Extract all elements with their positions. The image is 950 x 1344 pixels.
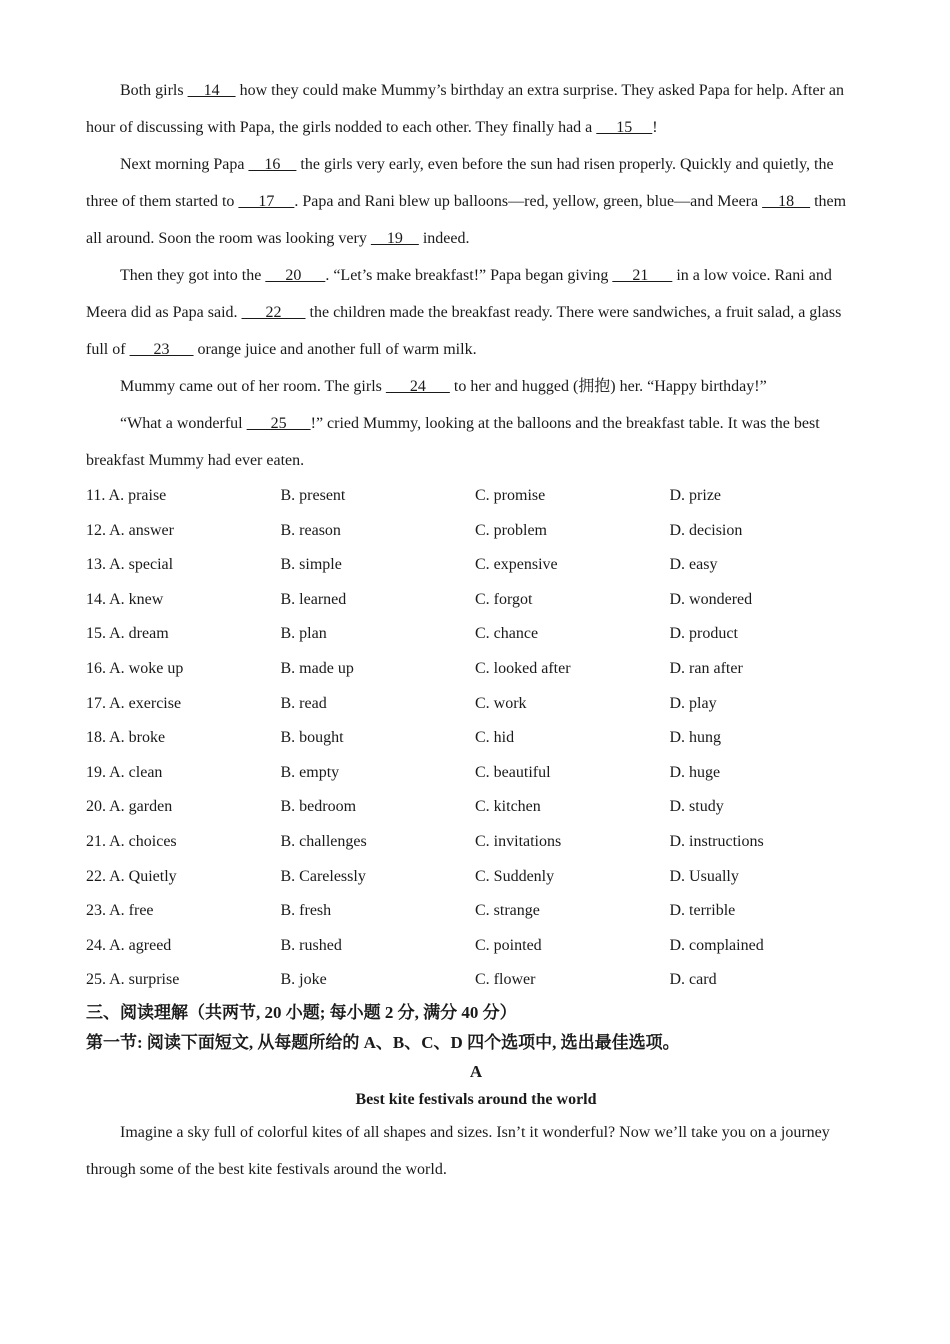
answer-options — [86, 479, 866, 998]
option-row — [86, 721, 866, 756]
option-c: C. pointed — [475, 936, 542, 954]
option-b: B. empty — [280, 763, 340, 781]
option-b: B. fresh — [280, 902, 332, 920]
text: “What a wonderful — [120, 415, 247, 432]
option-a: 20. A. garden — [86, 798, 173, 816]
option-a: 25. A. surprise — [86, 971, 180, 989]
option-row — [86, 652, 866, 687]
option-c: C. hid — [475, 729, 515, 747]
passage-paragraph-5 — [86, 405, 866, 479]
text: orange juice and another full of warm milk. — [193, 341, 477, 358]
option-c: C. Suddenly — [475, 867, 555, 885]
article-intro: Imagine a sky full of colorful kites of all shapes and sizes. Isn’t it wonderful? Now we’ll take you on a journey through some of the best kite festivals around the world. — [86, 1123, 830, 1178]
passage-paragraph-4 — [86, 368, 866, 405]
option-c: C. looked after — [475, 659, 571, 677]
option-c: C. forgot — [475, 590, 533, 608]
option-b: B. present — [280, 487, 346, 504]
text: !” cried Mummy, looking at the balloons and the breakfast table. It was the best breakfast Mummy had ever eaten. — [86, 415, 820, 469]
section-instructions: 第一节: 阅读下面短文, 从每题所给的 A、B、C、D 四个选项中, 选出最佳选项。 — [86, 1032, 680, 1052]
option-b: B. bedroom — [280, 798, 357, 816]
option-b: B. rushed — [280, 936, 342, 954]
passage-paragraph-2 — [86, 146, 866, 257]
option-d: D. study — [669, 798, 724, 816]
option-d: D. ran after — [669, 659, 743, 677]
option-d: D. Usually — [669, 867, 739, 885]
text: . Papa and Rani blew up balloons—red, yellow, green, blue—and Meera — [294, 193, 763, 210]
text: how they could make Mummy’s birthday an extra surprise. They asked Papa for help. After an hour of discussing with Papa, the girls nodded to each other. They finally had a — [86, 82, 844, 136]
option-d: D. product — [669, 625, 738, 643]
option-c: C. strange — [475, 902, 540, 920]
text: the children made the breakfast ready. There were sandwiches, a fruit salad, a glass full of — [86, 304, 842, 358]
option-a: 19. A. clean — [86, 763, 163, 781]
option-b: B. Carelessly — [280, 867, 366, 885]
option-b: B. simple — [280, 556, 342, 574]
article-title: Best kite festivals around the world — [355, 1090, 597, 1108]
option-d: D. terrible — [669, 902, 736, 920]
blank-17: 17 — [238, 193, 295, 210]
text: in a low voice. Rani and Meera did as Papa said. — [86, 267, 832, 321]
option-c: C. promise — [475, 487, 546, 504]
option-row — [86, 548, 866, 583]
blank-19: 19 — [370, 230, 419, 247]
blank-25: 25 — [246, 415, 311, 432]
option-row — [86, 687, 866, 722]
option-a: 14. A. knew — [86, 590, 164, 608]
option-row — [86, 514, 866, 549]
option-d: D. decision — [669, 521, 743, 539]
option-a: 11. A. praise — [86, 487, 167, 504]
option-b: B. joke — [280, 971, 327, 989]
option-a: 18. A. broke — [86, 729, 166, 747]
text: to her and hugged (拥抱) her. “Happy birthday!” — [449, 378, 767, 395]
blank-20: 20 — [265, 267, 326, 284]
option-a: 13. A. special — [86, 556, 174, 574]
text: indeed. — [418, 230, 470, 247]
text: Next morning Papa — [120, 156, 249, 173]
option-b: B. reason — [280, 521, 341, 539]
document-page — [86, 72, 866, 1188]
option-d: D. complained — [669, 936, 764, 954]
passage-paragraph-1 — [86, 72, 866, 146]
option-c: C. work — [475, 694, 527, 712]
option-row — [86, 825, 866, 860]
text: them all around. Soon the room was looking very — [86, 193, 847, 247]
blank-15: 15 — [596, 119, 653, 136]
option-a: 22. A. Quietly — [86, 867, 177, 885]
option-c: C. kitchen — [475, 798, 541, 816]
text: the girls very early, even before the sun had risen properly. Quickly and quietly, the three of them started to — [86, 156, 834, 210]
blank-24: 24 — [385, 378, 450, 395]
option-c: C. flower — [475, 971, 536, 989]
option-a: 24. A. agreed — [86, 936, 172, 954]
option-d: D. hung — [669, 729, 722, 747]
option-d: D. wondered — [669, 590, 753, 608]
blank-18: 18 — [762, 193, 811, 210]
text: Then they got into the — [120, 267, 266, 284]
option-a: 16. A. woke up — [86, 659, 184, 677]
option-row — [86, 894, 866, 929]
option-row — [86, 479, 866, 514]
option-b: B. learned — [280, 590, 347, 608]
option-d: D. prize — [669, 487, 722, 504]
option-d: D. huge — [669, 763, 721, 781]
option-a: 12. A. answer — [86, 521, 174, 539]
option-row — [86, 860, 866, 895]
option-c: C. invitations — [475, 832, 562, 850]
option-row — [86, 929, 866, 964]
option-a: 17. A. exercise — [86, 694, 182, 712]
option-row — [86, 790, 866, 825]
blank-16: 16 — [248, 156, 297, 173]
passage-paragraph-3 — [86, 257, 866, 368]
option-c: C. expensive — [475, 556, 558, 574]
option-d: D. instructions — [669, 832, 764, 850]
option-row — [86, 756, 866, 791]
blank-23: 23 — [129, 341, 194, 358]
option-row — [86, 963, 866, 998]
blank-21: 21 — [612, 267, 673, 284]
text: . “Let’s make breakfast!” Papa began giving — [325, 267, 613, 284]
option-b: B. plan — [280, 625, 327, 643]
text: Both girls — [120, 82, 188, 99]
option-c: C. problem — [475, 521, 547, 539]
option-row — [86, 583, 866, 618]
option-a: 15. A. dream — [86, 625, 169, 643]
blank-14: 14 — [187, 82, 236, 99]
blank-22: 22 — [241, 304, 306, 321]
option-d: D. easy — [669, 556, 718, 574]
option-b: B. made up — [280, 659, 354, 677]
option-a: 21. A. choices — [86, 832, 177, 850]
option-b: B. read — [280, 694, 327, 712]
part-letter: A — [469, 1061, 483, 1081]
text: Mummy came out of her room. The girls — [120, 378, 386, 395]
option-d: D. play — [669, 694, 717, 712]
option-c: C. chance — [475, 625, 539, 643]
option-b: B. challenges — [280, 832, 367, 850]
option-a: 23. A. free — [86, 902, 154, 920]
option-d: D. card — [669, 971, 717, 989]
option-c: C. beautiful — [475, 763, 551, 781]
option-b: B. bought — [280, 729, 344, 747]
section-heading: 三、阅读理解（共两节, 20 小题; 每小题 2 分, 满分 40 分） — [86, 1002, 517, 1022]
text: ! — [652, 119, 658, 136]
option-row — [86, 617, 866, 652]
